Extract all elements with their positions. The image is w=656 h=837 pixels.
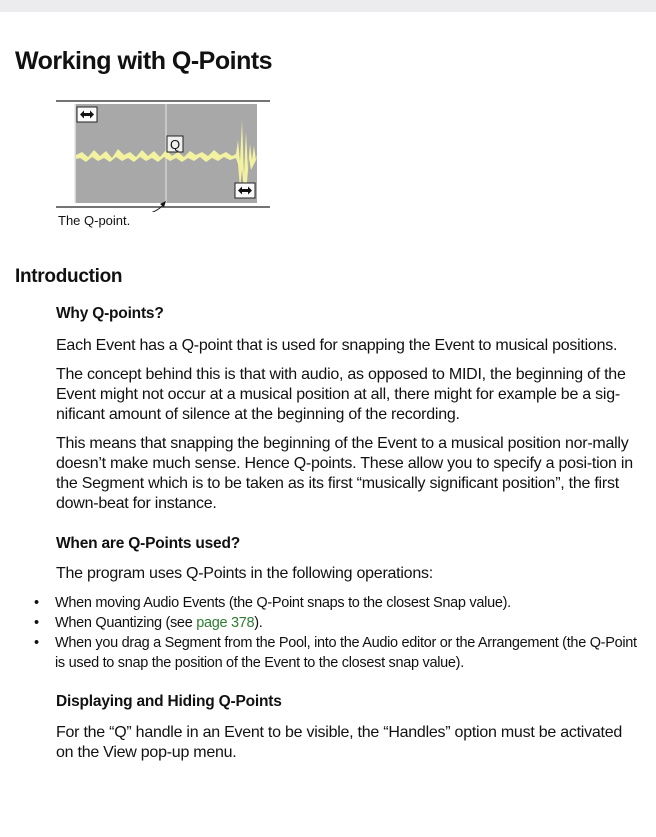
q-handle[interactable] [167,136,183,152]
q-handle-label: Q [169,137,181,152]
section-heading-introduction: Introduction [15,266,123,287]
page-title: Working with Q-Points [15,47,273,75]
subheading-when-used: When are Q-Points used? [56,535,241,552]
figure-caption: The Q-point. [58,213,131,228]
operations-list [34,593,639,673]
start-handle[interactable] [77,107,97,122]
caption-arrow-line [136,204,164,212]
bullet-marker: • [34,635,39,651]
audio-event-illustration [56,100,272,212]
paragraph: The program uses Q-Points in the following operations: [56,565,433,582]
paragraph: This means that snapping the beginning of the Event to a musical position nor-mally doesn’t make much sense. Hence Q-points. These allow you to specify a posi-tion in the Segment which is to be taken as its first “musically significant position”, the first down-beat for instance. [56,435,633,512]
list-item-text-end: ). [254,615,263,631]
list-item [34,593,639,613]
list-item [34,633,639,673]
subheading-why-q-points: Why Q-points? [56,305,164,322]
page-reference-link[interactable]: page 378 [196,615,255,631]
bullet-marker: • [34,595,39,611]
list-item-text: When Quantizing (see [55,615,197,631]
paragraph: For the “Q” handle in an Event to be visible, the “Handles” option must be activated on the View pop-up menu. [56,724,622,761]
subheading-displaying-hiding: Displaying and Hiding Q-Points [56,693,282,710]
paragraph: The concept behind this is that with audio, as opposed to MIDI, the beginning of the Event might not occur at a musical position at all, there might for example be a sig-nificant amount of silence at the beginning of the recording. [56,366,626,423]
bullet-marker: • [34,615,39,631]
paragraph: Each Event has a Q-point that is used for snapping the Event to musical positions. [56,337,618,354]
top-bar [0,0,656,12]
end-handle[interactable] [235,183,255,198]
list-item [34,613,639,633]
list-item-text: When you drag a Segment from the Pool, into the Audio editor or the Arrangement (the Q-Point is used to snap the position of the Event to the closest snap value). [55,635,637,671]
list-item-text: When moving Audio Events (the Q-Point snaps to the closest Snap value). [55,595,511,611]
q-point-figure [56,100,272,212]
